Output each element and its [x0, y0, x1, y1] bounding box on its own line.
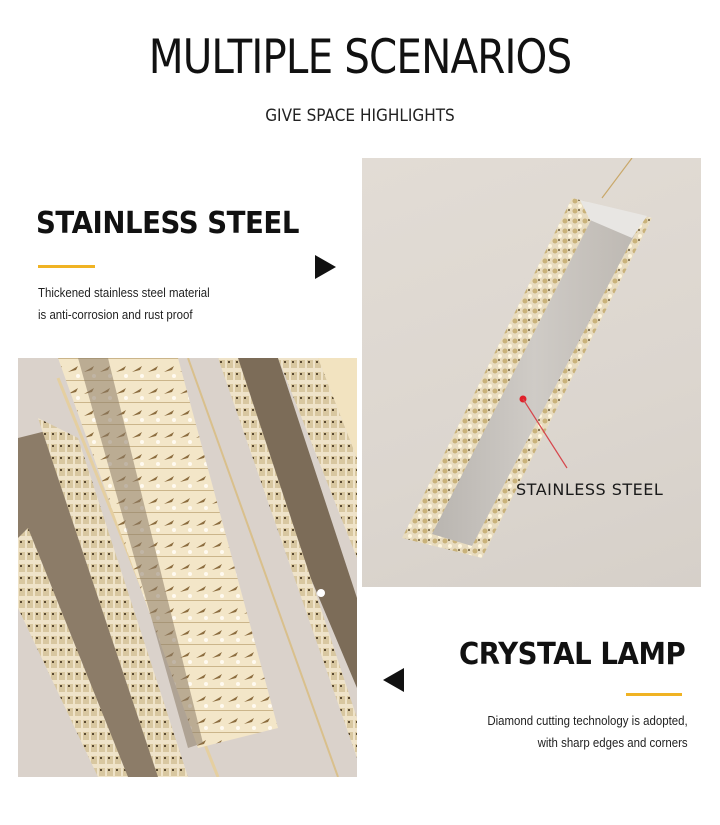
page-title: MULTIPLE SCENARIOS	[148, 30, 572, 85]
pendant-lamp-illustration	[362, 158, 701, 587]
stainless-steel-product-image	[362, 158, 701, 587]
accent-divider	[38, 265, 95, 268]
crystal-lamp-description	[488, 710, 688, 754]
description-line: with sharp edges and corners	[537, 735, 688, 750]
description-line: Thickened stainless steel material	[38, 285, 210, 300]
stainless-steel-description	[38, 282, 210, 326]
crystal-closeup-illustration	[18, 358, 357, 777]
crystal-lamp-heading: CRYSTAL LAMP	[459, 637, 686, 672]
stainless-steel-callout-label: STAINLESS STEEL	[516, 480, 664, 499]
stainless-steel-heading: STAINLESS STEEL	[36, 206, 299, 241]
crystal-lamp-product-image	[18, 358, 357, 777]
triangle-left-icon	[383, 668, 404, 692]
page-subtitle: GIVE SPACE HIGHLIGHTS	[265, 106, 455, 126]
description-line: Diamond cutting technology is adopted,	[487, 713, 688, 728]
triangle-right-icon	[315, 255, 336, 279]
description-line: is anti-corrosion and rust proof	[38, 307, 193, 322]
accent-divider	[626, 693, 682, 696]
